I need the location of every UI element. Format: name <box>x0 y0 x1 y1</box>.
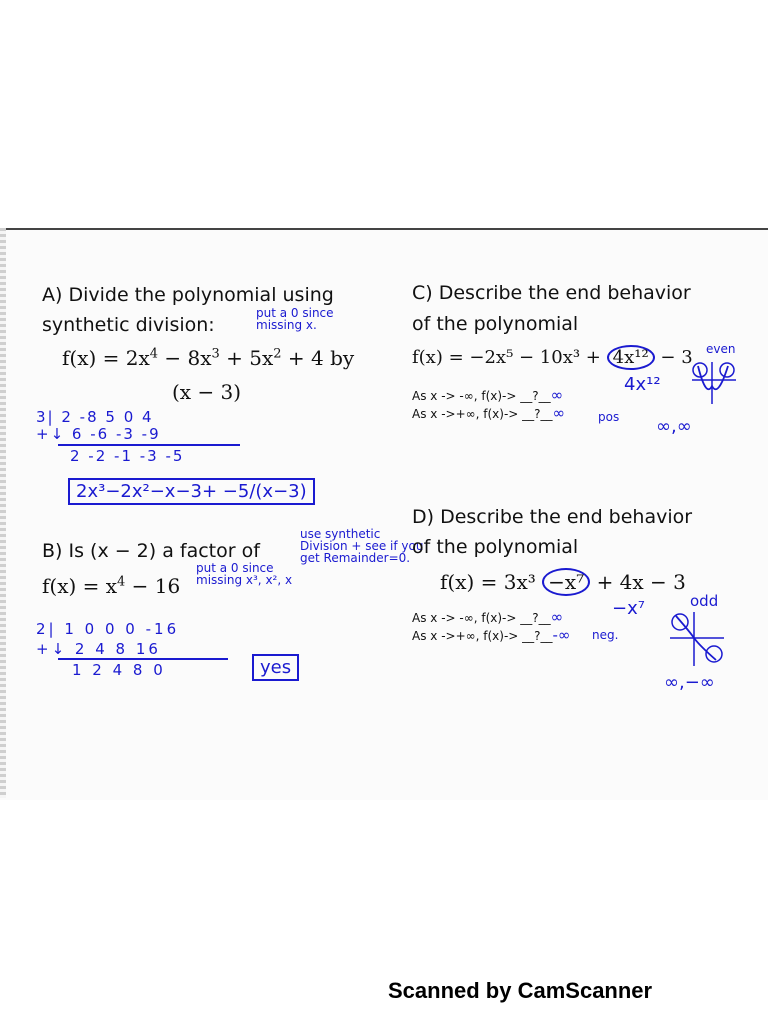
problem-b-line1: B) Is (x − 2) a factor of <box>42 540 260 562</box>
problem-c-as-pos: As x ->+∞, f(x)-> __?__∞ <box>412 404 566 422</box>
problem-b-work-rule <box>58 658 228 660</box>
problem-b-work-row3: 1 2 4 8 0 <box>72 661 166 679</box>
problem-d-leading-term: −x⁷ <box>542 568 590 596</box>
problem-d-note-odd: odd <box>690 592 719 610</box>
problem-c-result: ∞,∞ <box>656 416 692 437</box>
problem-a-work-row3: 2 -2 -1 -3 -5 <box>70 447 185 465</box>
problem-a-line1: A) Divide the polynomial using <box>42 284 334 306</box>
problem-c-note-term: 4x¹² <box>624 374 661 395</box>
problem-c-leading-term: 4x¹² <box>607 345 655 370</box>
problem-b-work-row1: 2| 1 0 0 0 -16 <box>36 620 180 638</box>
problem-d-line2: of the polynomial <box>412 536 579 558</box>
problem-d-result: ∞,−∞ <box>664 672 715 693</box>
problem-c-line2: of the polynomial <box>412 313 579 335</box>
problem-c-line1: C) Describe the end behavior <box>412 282 691 304</box>
problem-a-work-row2: +↓ 6 -6 -3 -9 <box>36 425 161 443</box>
problem-c-function: f(x) = −2x⁵ − 10x³ + 4x¹² − 3 <box>412 347 693 368</box>
problem-b-note2: put a 0 since missing x³, x², x <box>196 561 293 587</box>
problem-a-line2: synthetic division: <box>42 314 215 336</box>
problem-a-answer: 2x³−2x²−x−3+ −5/(x−3) <box>68 478 315 505</box>
problem-d-as-pos: As x ->+∞, f(x)-> __?__-∞ <box>412 626 571 644</box>
problem-d-function: f(x) = 3x³ −x⁷ + 4x − 3 <box>440 570 686 594</box>
problem-b-work-row2: +↓ 2 4 8 16 <box>36 640 161 658</box>
problem-a-work-rule <box>58 444 240 446</box>
problem-d-as-neg: As x -> -∞, f(x)-> __?__∞ <box>412 608 564 626</box>
problem-c-sketch-icon <box>692 362 738 404</box>
problem-a-work-row1: 3| 2 -8 5 0 4 <box>36 408 154 426</box>
problem-a-divisor: (x − 3) <box>172 380 242 404</box>
scanner-watermark: Scanned by CamScanner <box>388 978 653 1003</box>
problem-c-as-neg: As x -> -∞, f(x)-> __?__∞ <box>412 386 564 404</box>
problem-c-note-even: even <box>706 342 736 356</box>
problem-d-note-term: −x⁷ <box>612 598 645 619</box>
problem-a-note: put a 0 since missing x. <box>256 306 334 332</box>
problem-b-function: $f(x) = x^4 - 16$ <box>42 574 181 598</box>
problem-d-sketch-icon <box>670 612 726 666</box>
problem-d-note-neg: neg. <box>592 628 619 642</box>
paper-edge <box>0 228 6 798</box>
problem-a-function: $f(x) = 2x^4 - 8x^3 + 5x^2 + 4$ by <box>62 346 355 370</box>
problem-d-line1: D) Describe the end behavior <box>412 506 693 528</box>
problem-b-note1: use synthetic Division + see if you get Remainder=0. <box>300 527 424 565</box>
problem-c-note-pos: pos <box>598 410 620 424</box>
problem-b-answer: yes <box>252 654 299 681</box>
